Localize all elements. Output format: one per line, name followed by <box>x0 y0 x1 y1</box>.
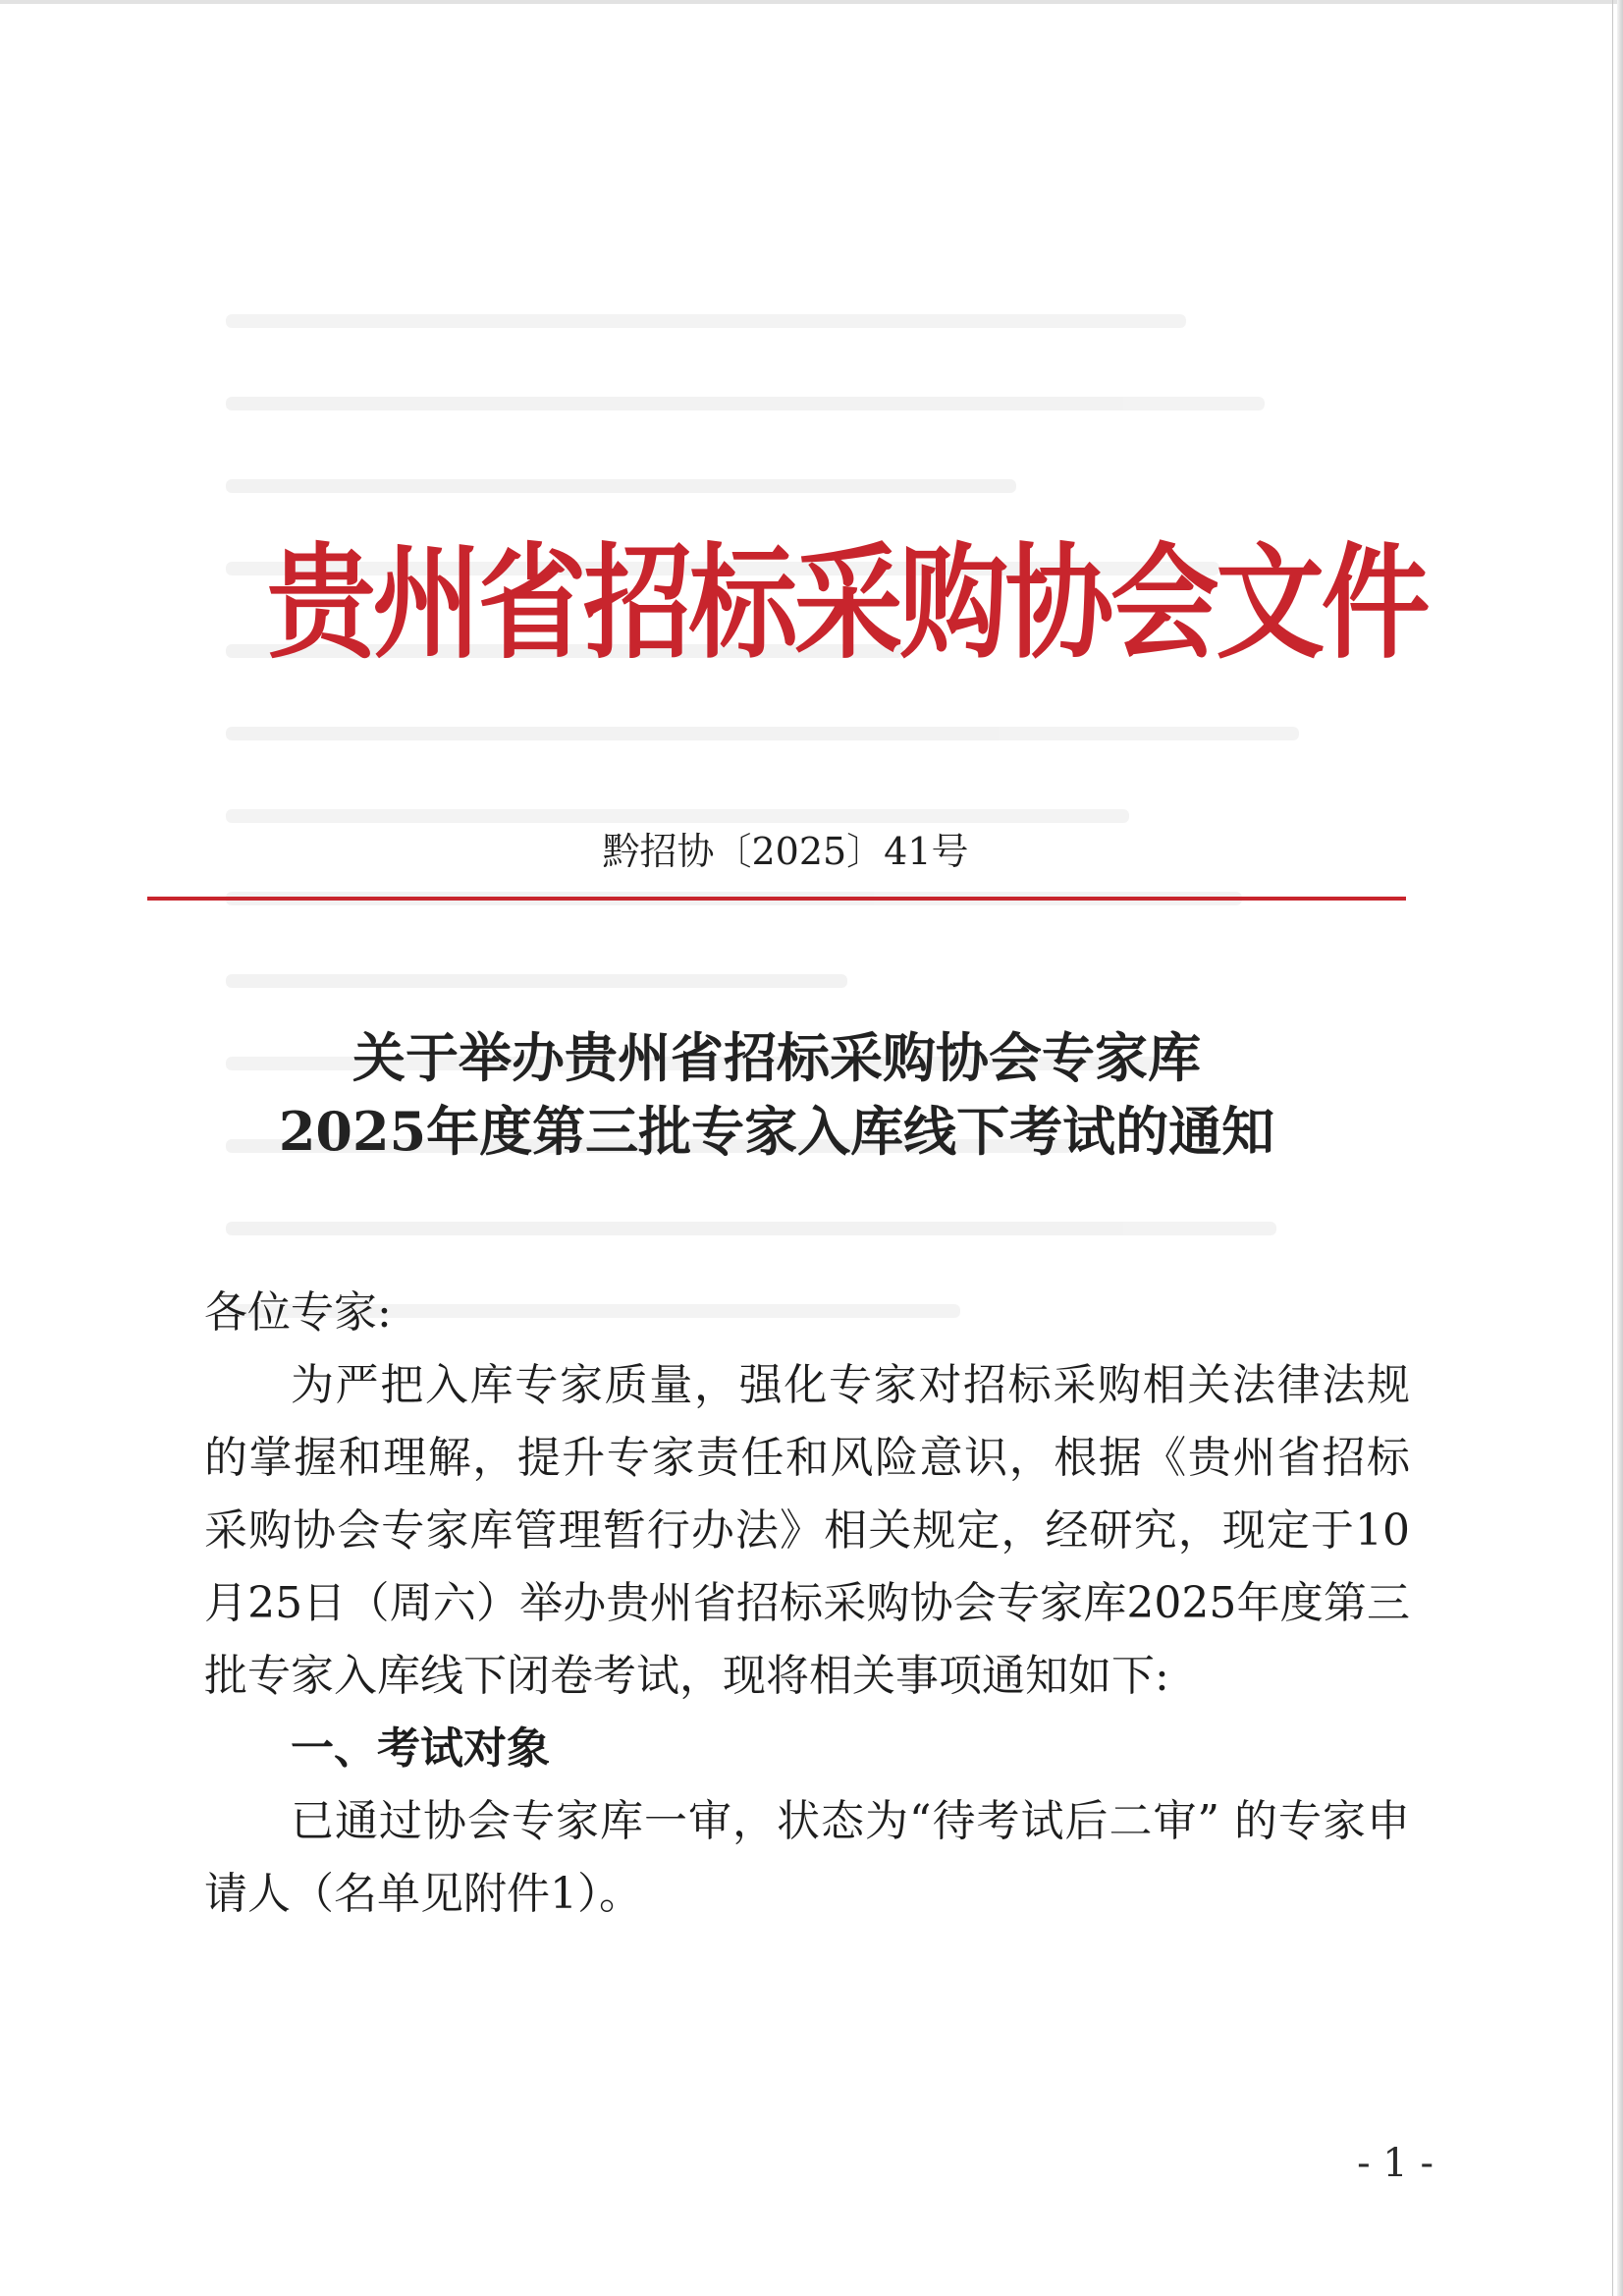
intro-paragraph: 为严把入库专家质量，强化专家对招标采购相关法律法规的掌握和理解，提升专家责任和风险意识，根据《贵州省招标采购协会专家库管理暂行办法》相关规定，经研究，现定于10月25日（周六）举办贵州省招标采购协会专家库2025年度第三批专家入库线下闭卷考试，现将相关事项通知如下: <box>204 1360 1410 1701</box>
scan-edge-line <box>1612 0 1613 2296</box>
document-number: 黔招协〔2025〕41号 <box>602 830 969 873</box>
notice-title-line-1: 关于举办贵州省招标采购协会专家库 <box>352 1026 1201 1089</box>
scan-edge-top <box>0 0 1623 4</box>
notice-title-line-2: 2025年度第三批专家入库线下考试的通知 <box>278 1100 1275 1163</box>
exam-target-paragraph: 已通过协会专家库一审，状态为“待考试后二审” 的专家申请人（名单见附件1）。 <box>204 1796 1410 1919</box>
notice-title <box>147 1021 1406 1169</box>
section-heading-exam-target: 一、考试对象 <box>291 1723 550 1774</box>
scan-edge-right <box>1617 0 1623 2296</box>
page-number: - 1 - <box>1357 2141 1434 2186</box>
document-masthead: 贵州省招标采购协会文件 <box>267 531 1427 676</box>
notice-body <box>204 1277 1410 1931</box>
red-divider-rule <box>147 897 1406 901</box>
salutation: 各位专家: <box>204 1287 392 1338</box>
